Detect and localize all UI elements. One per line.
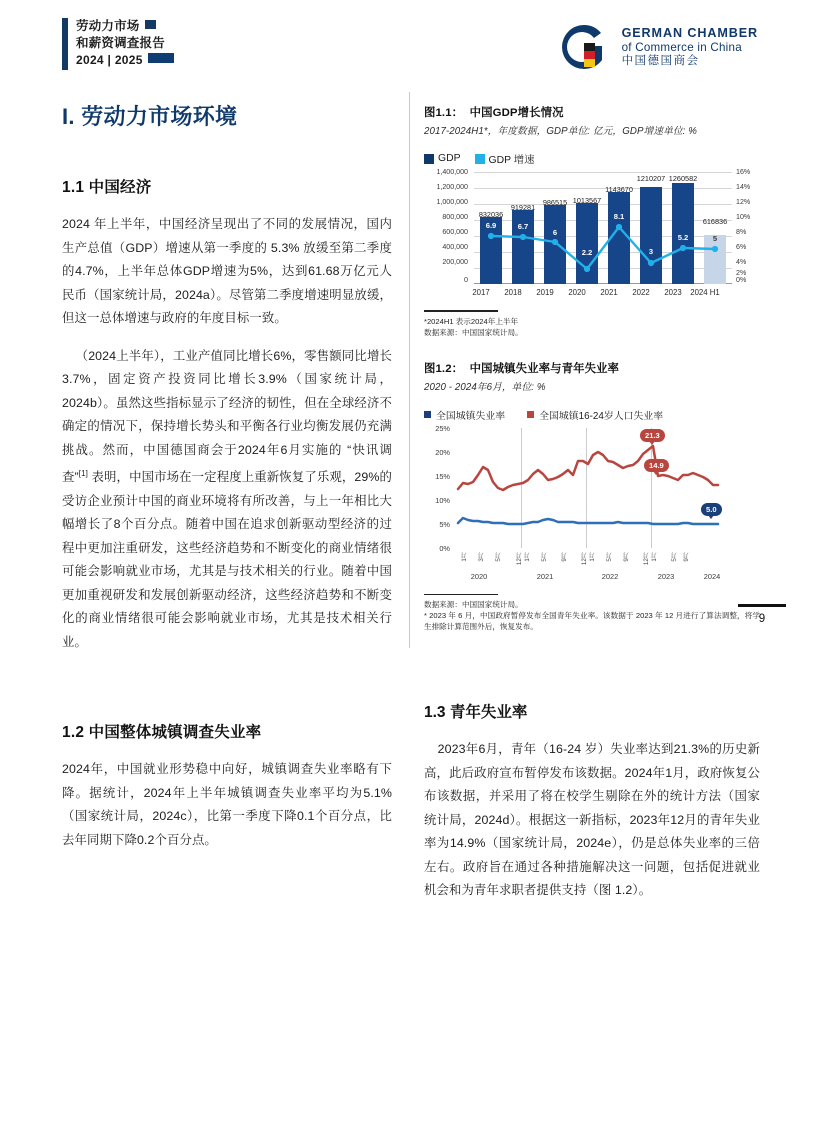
- y-tick-right-8: 8%: [736, 228, 747, 236]
- annotation-5-0: 5.0: [701, 503, 722, 516]
- y-tick-20: 20%: [435, 447, 450, 457]
- annotation-21-3: 21.3: [640, 429, 665, 442]
- line-label-2023: 5.2: [677, 233, 689, 242]
- x-tick-2022: 2022: [632, 288, 650, 297]
- y-tick-10: 10%: [435, 495, 450, 505]
- x-tick-month: 5月: [541, 551, 548, 562]
- legend-item-youth-unemployment: [527, 408, 663, 422]
- paragraph-1-1-b: [62, 345, 392, 655]
- x-tick-2023: 2023: [664, 288, 682, 297]
- x-tick-month: 5月: [606, 551, 613, 562]
- line-label-2019: 6: [552, 228, 558, 237]
- x-tick-month: 1月: [524, 551, 531, 562]
- bar-label-2021: 1143670: [605, 185, 633, 194]
- figure-1-2-legend: [424, 408, 760, 422]
- chapter-title: I. 劳动力市场环境: [62, 104, 238, 129]
- x-tick-month: 12月: [516, 551, 523, 565]
- line-label-2024h1: 5: [712, 234, 718, 243]
- paragraph-1-2: 2024年，中国就业形势稳中向好，城镇调查失业率略有下降。据统计，2024年上半年城镇调查失业率平均为5.1%（国家统计局，2024c），比第一季度下降0.1个百分点，比去年同期下降0.2个百分点。: [62, 762, 392, 847]
- section-1-3: [424, 700, 760, 917]
- section-heading-1-1: 1.1 中国经济: [62, 179, 152, 196]
- line-label-2022: 3: [648, 247, 654, 256]
- x-tick-month: 1月: [461, 551, 468, 562]
- legend-item-gdp: [424, 153, 461, 164]
- legend-item-urban-unemployment: [424, 408, 505, 422]
- x-tick-month: 1月: [589, 551, 596, 562]
- section-spacer: [62, 668, 392, 720]
- paragraph-1-1-b-part1: （2024上半年），工业产值同比增长6%，零售额同比增长3.7%，固定资产投资同比增长3.9%（国家统计局，2024b）。虽然这些指标显示了经济的韧性，但在全球经济不确定的情况下，保持增长势头和平衡各行业均衡发展仍充满挑战。然而，中国德国商会于2024年6月实施的 “快讯调查”: [62, 348, 392, 485]
- annotation-14-9: 14.9: [644, 459, 669, 472]
- logo-mark-icon: [557, 22, 611, 72]
- report-header: [62, 18, 174, 70]
- figure-1-2-footnote-rule: [424, 594, 498, 596]
- column-divider: [409, 92, 410, 648]
- x-tick-month: 5月: [495, 551, 502, 562]
- x-tick-month: 3月: [478, 551, 485, 562]
- y-tick-left-600000: 600,000: [442, 228, 468, 236]
- figure-1-1: [424, 104, 760, 338]
- gdp-plot-area: [474, 172, 732, 284]
- header-title-line1: 劳动力市场: [76, 19, 140, 33]
- x-tick-year-2023: 2023: [657, 571, 675, 581]
- left-column: [62, 100, 392, 866]
- legend-item-gdp-growth: [475, 151, 535, 166]
- x-tick-2017: 2017: [472, 288, 490, 297]
- page-number: 9: [758, 613, 766, 625]
- bar-label-2024h1: 616836: [702, 217, 728, 226]
- bar-label-2018: 919281: [510, 203, 536, 212]
- logo-line1: GERMAN CHAMBER: [621, 25, 758, 40]
- legend-swatch-icon: [475, 154, 485, 164]
- y-tick-5: 5%: [439, 519, 450, 529]
- legend-swatch-icon: [527, 411, 534, 418]
- y-tick-left-1400000: 1,400,000: [436, 168, 468, 176]
- footnote-marker-1: [1]: [78, 469, 88, 478]
- y-tick-right-4: 4%: [736, 258, 747, 266]
- x-tick-year-2020: 2020: [470, 571, 488, 581]
- figure-1-1-footnote-1: *2024H1 表示2024年上半年: [424, 316, 519, 326]
- x-tick-month: 9月: [683, 551, 690, 562]
- x-tick-month: 12月: [643, 551, 650, 565]
- figure-1-2-name: 中国城镇失业率与青年失业率: [469, 362, 620, 375]
- section-heading-1-2: 1.2 中国整体城镇调查失业率: [62, 724, 262, 742]
- legend-label-urban: 全国城镇失业率: [436, 410, 506, 422]
- y-tick-left-1200000: 1,200,000: [436, 183, 468, 191]
- figure-1-1-name: 中国GDP增长情况: [469, 107, 564, 119]
- y-tick-left-800000: 800,000: [442, 213, 468, 221]
- unemployment-series-lines: [456, 428, 738, 548]
- y-tick-left-1000000: 1,000,000: [436, 198, 468, 206]
- header-title-line2: 和薪资调查报告: [76, 36, 165, 50]
- right-column: [424, 104, 760, 632]
- y-tick-left-200000: 200,000: [442, 258, 468, 266]
- figure-1-2-footnote-2: * 2023 年 6 月，中国政府暂停发布全国青年失业率。该数据于 2023 年 12 月进行了算法调整，将学生排除计算范围外后，恢复发布。: [424, 611, 760, 632]
- figure-1-2-label: 图1.2：: [424, 362, 464, 375]
- x-tick-year-2024: 2024: [703, 571, 721, 581]
- x-tick-month: 9月: [561, 551, 568, 562]
- unemployment-plot-area: [456, 428, 738, 548]
- y-tick-right-2: 2%: [736, 269, 747, 277]
- unemployment-line-chart: [424, 423, 760, 581]
- german-chamber-logo: [557, 22, 758, 72]
- figure-1-2-title: [424, 360, 760, 376]
- header-title-block: [76, 18, 174, 70]
- y-tick-right-10: 10%: [736, 213, 751, 221]
- line-label-2021: 8.1: [613, 212, 625, 221]
- x-tick-month: 9月: [623, 551, 630, 562]
- header-square-icon: [145, 20, 156, 29]
- header-square-wide-icon: [148, 53, 174, 63]
- y-tick-right-12: 12%: [736, 198, 751, 206]
- legend-swatch-icon: [424, 411, 431, 418]
- y-tick-right-6: 6%: [736, 243, 747, 251]
- page-number-block: [738, 604, 786, 625]
- y-tick-right-16: 16%: [736, 168, 751, 176]
- y-tick-right-0: 0%: [736, 276, 747, 284]
- bar-label-2019: 986515: [542, 198, 568, 207]
- x-tick-2021: 2021: [600, 288, 618, 297]
- figure-1-1-subtitle: 2017-2024H1*，年度数据，GDP单位: 亿元，GDP增速单位: %: [424, 126, 697, 137]
- header-year: 2024 | 2025: [76, 53, 143, 67]
- legend-label-gdp-growth: GDP 增速: [488, 155, 535, 166]
- gdp-bar-chart: [424, 168, 760, 300]
- x-tick-2019: 2019: [536, 288, 554, 297]
- x-tick-2024h1: 2024 H1: [690, 288, 720, 297]
- header-accent-bar: [62, 18, 68, 70]
- x-tick-year-2021: 2021: [536, 571, 554, 581]
- line-label-2020: 2.2: [581, 248, 593, 257]
- legend-label-youth: 全国城镇16-24岁人口失业率: [539, 410, 664, 422]
- figure-1-1-label: 图1.1：: [424, 107, 464, 119]
- figure-1-1-footnote-2: 数据来源：中国国家统计局。: [424, 327, 523, 337]
- logo-line3: 中国德国商会: [621, 54, 700, 68]
- y-tick-left-0: 0: [464, 276, 468, 284]
- x-tick-month: 5月: [671, 551, 678, 562]
- paragraph-1-1-a: 2024 年上半年，中国经济呈现出了不同的发展情况，国内生产总值（GDP）增速从第一季度的 5.3% 放缓至第二季度的4.7%，上半年总体GDP增速为5%，达到61.68万亿元人民币（国家统计局，2024a）。尽管第二季度增速明显放缓，但这一总体增速与政府的年度目标一致。: [62, 217, 392, 325]
- figure-1-2-subtitle: 2020 - 2024年6月，单位: %: [424, 381, 546, 393]
- bar-label-2020: 1013567: [572, 196, 602, 205]
- y-tick-0: 0%: [439, 543, 450, 553]
- bar-label-2022: 1210207: [636, 174, 666, 183]
- y-tick-25: 25%: [435, 423, 450, 433]
- y-tick-right-14: 14%: [736, 183, 751, 191]
- legend-label-gdp: GDP: [438, 153, 461, 164]
- section-heading-1-3: 1.3 青年失业率: [424, 704, 528, 721]
- line-label-2018: 6.7: [517, 222, 529, 231]
- legend-swatch-icon: [424, 154, 434, 164]
- bar-label-2023: 1260582: [668, 174, 698, 183]
- logo-line2: of Commerce in China: [621, 40, 742, 54]
- figure-1-1-legend: [424, 151, 760, 166]
- figure-1-1-footnote-rule: [424, 310, 498, 312]
- figure-1-2-footnote-1: 数据来源：中国国家统计局。: [424, 600, 523, 610]
- x-tick-2020: 2020: [568, 288, 586, 297]
- x-tick-month: 1月: [651, 551, 658, 562]
- bar-label-2017: 832036: [478, 210, 504, 219]
- page-number-rule: [738, 604, 786, 607]
- y-tick-15: 15%: [435, 471, 450, 481]
- y-tick-left-400000: 400,000: [442, 243, 468, 251]
- x-tick-2018: 2018: [504, 288, 522, 297]
- figure-1-2: [424, 360, 760, 633]
- figure-1-1-title: [424, 104, 760, 120]
- x-tick-month: 12月: [581, 551, 588, 565]
- paragraph-1-3: 2023年6月，青年（16-24 岁）失业率达到21.3%的历史新高，此后政府宣布暂停发布该数据。2024年1月，政府恢复公布该数据，并采用了将在校学生剔除在外的统计方法（国家统计局，2024d）。根据这一新指标，2023年12月的青年失业率为14.9%（国家统计局，2024e），仍是总体失业率的三倍左右。政府旨在通过各种措施解决这一问题，包括促进就业机会和为青年求职者提供支持（图 1.2）。: [424, 742, 760, 897]
- logo-text-block: [622, 26, 758, 68]
- x-tick-year-2022: 2022: [601, 571, 619, 581]
- line-label-2017: 6.9: [485, 221, 497, 230]
- paragraph-1-1-b-part2: 表明，中国市场在一定程度上重新恢复了乐观，29%的受访企业预计中国的商业环境将有所改善，与上一年相比大幅增长了8个百分点。随着中国在追求创新驱动型经济的过程中更加注重研发，这些经济趋势和不断变化的商业情绪很可能会影响就业市场，尤其是与技术相关的行业。随着中国更加重视研发和发展创新驱动经济，这些经济趋势和不断变化的商业情绪很可能会影响就业市场，尤其是技术相关行业。: [62, 470, 393, 649]
